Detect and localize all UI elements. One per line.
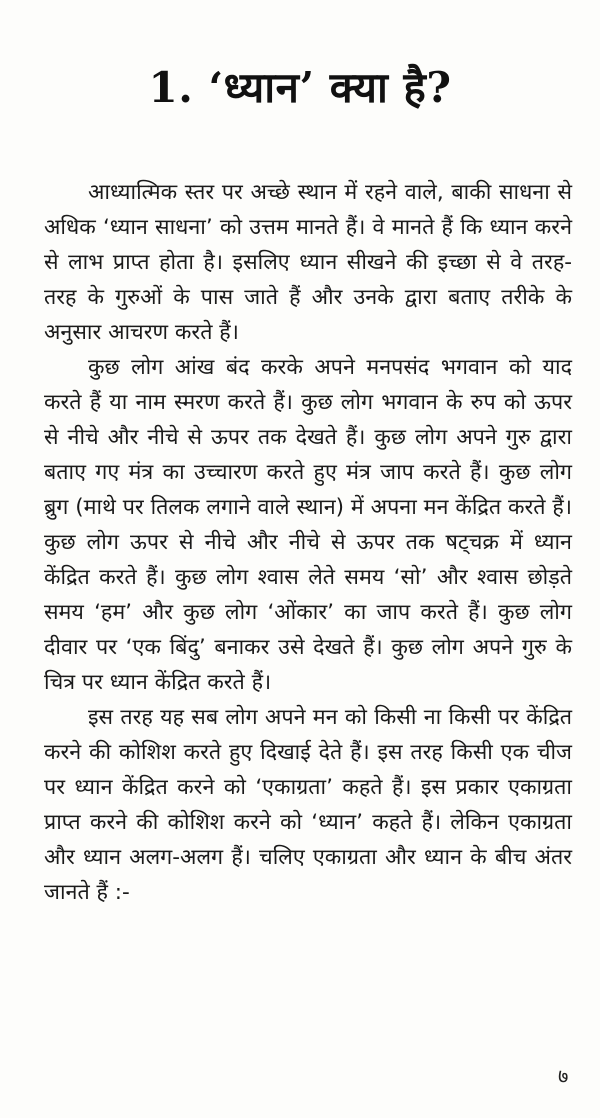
body-text xyxy=(44,175,572,910)
paragraph-1: आध्यात्मिक स्तर पर अच्छे स्थान में रहने वाले, बाकी साधना से अधिक ‘ध्यान साधना’ को उत्तम मानते हैं। वे मानते हैं कि ध्यान करने से लाभ प्राप्त होता है। इसलिए ध्यान सीखने की इच्छा से वे तरह-तरह के गुरुओं के पास जाते हैं और उनके द्वारा बताए तरीके के अनुसार आचरण करते हैं। xyxy=(44,180,572,345)
chapter-title: 1. ‘ध्यान’ क्या है? xyxy=(148,63,452,113)
paragraph-2: कुछ लोग आंख बंद करके अपने मनपसंद भगवान को याद करते हैं या नाम स्मरण करते हैं। कुछ लोग भगवान के रुप को ऊपर से नीचे और नीचे से ऊपर तक देखते हैं। कुछ लोग अपने गुरु द्वारा बताए गए मंत्र का उच्चारण करते हुए मंत्र जाप करते हैं। कुछ लोग ब्रुग (माथे पर तिलक लगाने वाले स्थान) में अपना मन केंद्रित करते हैं। कुछ लोग ऊपर से नीचे और नीचे से ऊपर तक षट्चक्र में ध्यान केंद्रित करते हैं। कुछ लोग श्वास लेते समय ‘सो’ और श्वास छोड़ते समय ‘हम’ और कुछ लोग ‘ओंकार’ का जाप करते हैं। कुछ लोग दीवार पर ‘एक बिंदु’ बनाकर उसे देखते हैं। कुछ लोग अपने गुरु के चित्र पर ध्यान केंद्रित करते हैं। xyxy=(44,355,572,695)
paragraph-3: इस तरह यह सब लोग अपने मन को किसी ना किसी पर केंद्रित करने की कोशिश करते हुए दिखाई देते हैं। इस तरह किसी एक चीज पर ध्यान केंद्रित करने को ‘एकाग्रता’ कहते हैं। इस प्रकार एकाग्रता प्राप्त करने की कोशिश करने को ‘ध्यान’ कहते हैं। लेकिन एकाग्रता और ध्यान अलग-अलग हैं। चलिए एकाग्रता और ध्यान के बीच अंतर जानते हैं :- xyxy=(44,705,572,905)
page-number: ७ xyxy=(558,1064,569,1088)
